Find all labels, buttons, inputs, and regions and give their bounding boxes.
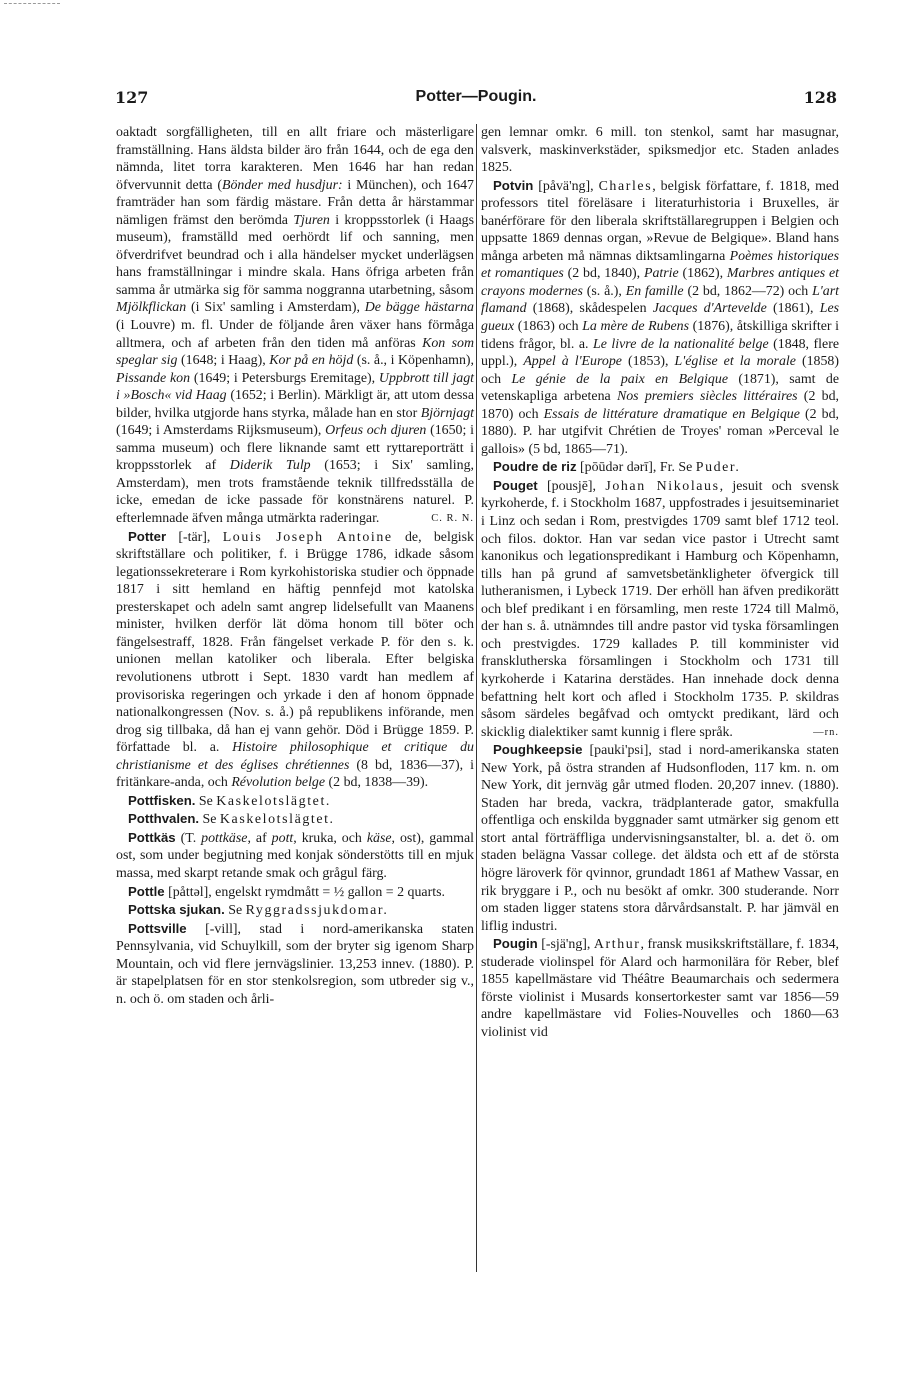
headword: Pougin <box>493 936 538 952</box>
entry-pougin: Pougin [-sjä'ng], Arthur, fransk musikskriftställare, f. 1834, studerade violinspel för Alard och harmonilära för Reber, blef 1855 kapellmästare vid Théâtre Beaumarchais och sedermera förste violinist i Musards konsertorkester samt var 1856—59 andre kapellmästare vid Folies-Nouvelles och 1860—63 violinist vid <box>481 936 839 1040</box>
entry-pottkas: Pottkäs (T. pottkäse, af pott, kruka, och käse, ost), gammal ost, som under begjutning med konjak sönderstötts till en mjuk massa, med skarpt retande smak och grågul färg. <box>116 829 475 881</box>
entry-potthvalen: Potthvalen. Se Kaskelotslägtet. <box>128 811 335 828</box>
entry-poudre-de-riz: Poudre de riz [pōūdər dərī], Fr. Se Puder. <box>493 459 741 476</box>
headword: Pottkäs <box>128 829 176 845</box>
entry-continuation-pottsville: gen lemnar omkr. 6 mill. ton stenkol, samt har masugnar, valsverk, maskinverkstäder, spiksmedjor etc. Staden anlades 1825. <box>481 125 839 176</box>
page-number-left: 127 <box>115 88 149 107</box>
right-column <box>481 124 839 1041</box>
entry-pottska-sjukan: Pottska sjukan. Se Ryggradssjukdomar. <box>128 902 389 919</box>
page-number-right: 128 <box>803 88 837 107</box>
entry-potvin: Potvin [påvä'ng], Charles, belgisk författare, f. 1818, med professors titel föreläsare i literaturhistoria i Bruxelles, är banérförare för den liberala skriftställaregruppen i Belgien och uppsatte 1869 dennas organ, »Revue de Belgique». Bland hans många arbeten må nämnas diktsamlingarna Poèmes historiques et romantiques (2 bd, 1840), Patrie (1862), Marbres antiques et crayons modernes (s. å.), En famille (2 bd, 1862—72) och L'art flamand (1868), skådespelen Jacques d'Artevelde (1861), Les gueux (1863) och La mère de Rubens (1876), åtskilliga skrifter i tidens frågor, bl. a. Le livre de la nationalité belge (1848, flere uppl.), Appel à l'Europe (1853), L'église et la morale (1858) och Le génie de la paix en Belgique (1871), samt de vetenskapliga arbetena Nos premiers siècles littéraires (2 bd, 1870) och Essais de littérature dramatique en Belgique (2 bd, 1880). P. har utgifvit Chrétien de Troyes' roman »Perceval le gallois» (5 bd, 1865—71). <box>481 177 840 457</box>
headword: Pouget <box>493 477 538 493</box>
entry-pouget: Pouget [pousjē], Johan Nikolaus, jesuit och svensk kyrkoherde, f. i Stockholm 1687, uppfostrades i jesuitseminariet i Linz och sedan i Rom, prestvigdes 1709 samt blef 1712 teol. och filos. doktor. Han var sedan vice pastor i Utrecht samt kanonikus och legationspredikant i Hamburg och Köpenhamn, tills han på grund af samvetsbetänkligheter öfvergick till lutheranismen, i Lybeck 1719. Der erhöll han äfven predikorätt och blef predikant i en församling, men reste 1724 till Malmö, der han s. å. utnämndes till andre pastor vid tyska församlingen och prestvigdes. 1729 kallades P. till komminister vid fransklutherska församlingen i Stockholm och 1731 till kyrkoherde i Katarina derstädes. Han innehade dock denna befattning helt kort och afled i Stockholm 1735. P. skildras såsom särdeles begåfvad och omtyckt predikant, lärd och skicklig dialektiker samt kunnig i flere språk. —rn. <box>481 477 839 740</box>
entry-pottsville: Pottsville [-vill], stad i nord-amerikanska staten Pennsylvania, vid Schuylkill, som der bryter sig igenom Sharp Mountain, och vid flere jernvägslinier. 13,253 innev. (1880). P. är stapelplatsen för en stor stenkolsregion, som utbreder sig v., n. och ö. om staden och årli- <box>116 920 474 1007</box>
entry-potter: Potter [-tär], Louis Joseph Antoine de, belgisk skriftställare och politiker, f. i Brügge 1786, idkade såsom legationssekreterare i Rom kyrkohistoriska studier och öppnade 1817 i sitt hemland en häftig pennfejd mot katolska presterskapet och adeln samt angrep lidelsefullt van Maanens minister, hvilken derför lät döma honom till böter och fängelsestraff, 1828. Från fängelset verkade P. för den s. k. unionen mellan katoliker och liberala. Efter belgiska revolutionens utbrott i Sept. 1830 vardt han medlem af provisoriska regeringen och yrkade i den af honom öppnade nationalkongressen (Nov. s. å.) på republikens införande, men drog sig tillbaka, då han ej vann gehör. Död i Brügge 1859. P. författade bl. a. Histoire philosophique et critique du christianisme et des églises chrétiennes (8 bd, 1836—37), i fritänkare-anda, och Révolution belge (2 bd, 1838—39). <box>116 528 474 791</box>
headword: Poudre de riz <box>493 459 577 475</box>
headword: Pottska sjukan. <box>128 902 225 918</box>
headword: Potvin <box>493 177 534 193</box>
entry-continuation-potter-paulus: oaktadt sorgfälligheten, till en allt friare och mästerligare framställning. Hans äldsta bilder äro från 1644, och de ega den nämnda, litet torra karakteren. Men 1646 har han redan öfvervunnit detta (Bönder med husdjur: i München), och 1647 framträder han som färdig mästare. Från detta år härstammar nämligen främst den berömda Tjuren i kroppsstorlek (i Haags museum), framställd med oerhördt lif och sanning, men öfverdrifvet beundrad och i alla händelser mycket underlägsen hans framställningar i mindre skala. Hans öfriga arbeten från samma år utmärka sig för samma noggranna utarbetning, såsom Mjölkflickan (i Six' samling i Amsterdam), De bägge hästarna (i Louvre) m. fl. Under de följande åren växer hans förmåga alltmera, och af arbeten från den tiden må anföras Kon som speglar sig (1648; i Haag), Kor på en höjd (s. å., i Köpenhamn), Pissande kon (1649; i Petersburgs Eremitage), Uppbrott till jagt i »Bosch« vid Haag (1652; i Berlin). Märkligt är, att utom dessa bilder, hvilka utgjorde hans styrka, målade han en stor Björnjagt (1649; i Amsterdams Rijksmuseum), Orfeus och djuren (1650; i samma museum) och flere liknande samt ett ryttareporträtt i kroppsstorlek af Diderik Tulp (1653; i Six' samling, Amsterdam), men trots framstående teknik tillfredsställa de icke, emedan de icke passade för konstnärens naturel. P. efterlemnade äfven många utmärkta raderingar. C. R. N. <box>116 125 475 527</box>
author-signature: —rn. <box>813 726 839 738</box>
page-header <box>115 88 837 114</box>
entry-poughkeepsie: Poughkeepsie [pauki'psi], stad i nord-amerikanska staten New York, på östra stranden af Hudsonfloden, 117 km. n. om New York, dit jernväg går utmed floden. 20,207 innev. (1880). Staden har breda, vackra, trädplanterade gator, smakfulla offentliga och enskilda byggnader samt utmärker sig genom ett stort antal förträffliga undervisningsanstalter, bl. a. det ö. om staden belägna Vassar college. det äldsta och ett af de största högre läroverk för qvinnor, grundadt 1861 af Mathew Vassar, en rik bryggare i P., och nu besökt af omkr. 300 studerande. Norr om staden ligger statens stora dårvårdsanstalt. P. har jämväl en liflig industri. <box>481 742 839 934</box>
column-divider <box>476 124 477 1272</box>
entry-pottfisken: Pottfisken. Se Kaskelotslägtet. <box>128 792 331 809</box>
headword: Poughkeepsie <box>493 742 583 758</box>
author-signature: C. R. N. <box>431 513 474 525</box>
scan-artifact-line <box>4 3 60 4</box>
headword: Pottfisken. <box>128 792 196 808</box>
headword: Pottsville <box>128 920 187 936</box>
entry-pottle: Pottle [påttəl], engelskt rymdmått = ½ gallon = 2 quarts. <box>128 883 445 900</box>
headword: Pottle <box>128 883 165 899</box>
left-column <box>116 124 474 1008</box>
headword: Potter <box>128 528 167 544</box>
headword: Potthvalen. <box>128 811 200 827</box>
running-title: Potter—Pougin. <box>415 88 537 105</box>
